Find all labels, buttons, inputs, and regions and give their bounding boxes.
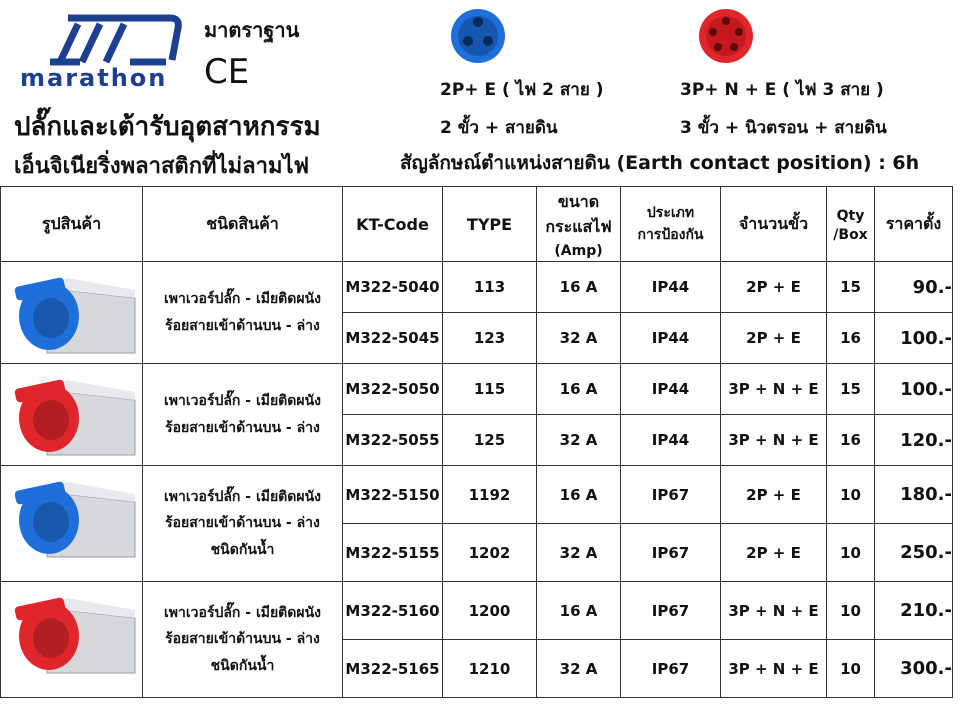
blue-socket-icon [450,8,506,64]
col-qty-bottom: /Box [833,227,868,243]
col-image: รูปสินค้า [1,187,143,262]
kt-code-cell: M322-5045 [343,313,443,364]
price-cell: 300.- [875,640,953,698]
red-socket-desc: 3 ขั้ว + นิวตรอน + สายดิน [680,118,887,138]
product-image [1,466,143,582]
product-description [143,262,343,364]
price-cell: 100.- [875,313,953,364]
qty-cell: 10 [827,524,875,582]
page-header [0,0,960,186]
red-wall-socket-icon [7,370,137,460]
poles-cell: 3P + N + E [721,640,827,698]
col-current-unit: (Amp) [554,242,603,259]
type-cell: 1200 [443,582,537,640]
col-protection-top: ประเภท [646,205,695,221]
table-header-row [1,187,953,262]
product-image [1,262,143,364]
col-poles: จำนวนขั้ว [721,187,827,262]
amp-cell: 16 A [537,466,621,524]
blue-waterproof-socket-icon [7,472,137,562]
kt-code-cell: M322-5155 [343,524,443,582]
page-title: ปลั๊กและเต้ารับอุตสาหกรรม [14,112,321,142]
amp-cell: 16 A [537,364,621,415]
table-row [1,466,953,524]
col-current-label: ขนาดกระแสไฟ [545,191,612,236]
product-description [143,364,343,466]
description-line: ร้อยสายเข้าด้านบน - ล่าง [165,419,320,436]
blue-socket-label: 2P+ E ( ไฟ 2 สาย ) [440,80,604,100]
poles-cell: 2P + E [721,466,827,524]
type-cell: 1210 [443,640,537,698]
price-cell: 180.- [875,466,953,524]
poles-cell: 2P + E [721,262,827,313]
description-line: ชนิดกันน้ำ [210,657,275,674]
protection-cell: IP44 [621,313,721,364]
protection-cell: IP44 [621,415,721,466]
earth-contact-position: สัญลักษณ์ตำแหน่งสายดิน (Earth contact position) : 6h [400,152,920,174]
description-line: เพาเวอร์ปลั๊ก - เมียติดผนัง [164,604,321,621]
amp-cell: 16 A [537,582,621,640]
qty-cell: 10 [827,582,875,640]
price-table [0,186,953,698]
kt-code-cell: M322-5040 [343,262,443,313]
blue-socket-desc: 2 ขั้ว + สายดิน [440,118,558,138]
kt-code-cell: M322-5160 [343,582,443,640]
col-type-name: ชนิดสินค้า [143,187,343,262]
kt-code-cell: M322-5050 [343,364,443,415]
red-socket-icon [698,8,754,64]
description-line: เพาเวอร์ปลั๊ก - เมียติดผนัง [164,488,321,505]
kt-code-cell: M322-5055 [343,415,443,466]
page-subtitle: เอ็นจิเนียริ่งพลาสติกที่ไม่ลามไฟ [14,154,310,179]
description-line: ร้อยสายเข้าด้านบน - ล่าง [165,515,320,532]
description-line: ร้อยสายเข้าด้านบน - ล่าง [165,317,320,334]
type-cell: 1192 [443,466,537,524]
product-image [1,364,143,466]
poles-cell: 2P + E [721,313,827,364]
price-cell: 210.- [875,582,953,640]
standard-label: มาตราฐาน [204,18,300,42]
description-line: เพาเวอร์ปลั๊ก - เมียติดผนัง [164,290,321,307]
col-kt-code: KT-Code [343,187,443,262]
blue-wall-socket-icon [7,268,137,358]
red-socket-label: 3P+ N + E ( ไฟ 3 สาย ) [680,80,884,100]
product-image [1,582,143,698]
qty-cell: 15 [827,364,875,415]
qty-cell: 16 [827,415,875,466]
col-price: ราคาตั้ง [875,187,953,262]
type-cell: 125 [443,415,537,466]
amp-cell: 32 A [537,524,621,582]
brand-name: marathon [20,64,168,92]
amp-cell: 32 A [537,313,621,364]
product-description [143,466,343,582]
red-waterproof-socket-icon [7,588,137,678]
poles-cell: 3P + N + E [721,582,827,640]
col-protection [621,187,721,262]
protection-cell: IP67 [621,524,721,582]
protection-cell: IP44 [621,364,721,415]
poles-cell: 3P + N + E [721,364,827,415]
amp-cell: 32 A [537,640,621,698]
protection-cell: IP67 [621,640,721,698]
col-qty-top: Qty [836,208,865,224]
kt-code-cell: M322-5165 [343,640,443,698]
price-cell: 120.- [875,415,953,466]
price-cell: 100.- [875,364,953,415]
type-cell: 1202 [443,524,537,582]
col-type: TYPE [443,187,537,262]
col-protection-label: การป้องกัน [637,227,704,243]
poles-cell: 2P + E [721,524,827,582]
type-cell: 113 [443,262,537,313]
qty-cell: 15 [827,262,875,313]
ce-mark: CE [204,52,250,92]
kt-code-cell: M322-5150 [343,466,443,524]
table-row [1,582,953,640]
table-row [1,262,953,313]
protection-cell: IP67 [621,582,721,640]
price-cell: 90.- [875,262,953,313]
description-line: ร้อยสายเข้าด้านบน - ล่าง [165,631,320,648]
protection-cell: IP44 [621,262,721,313]
amp-cell: 32 A [537,415,621,466]
table-row [1,364,953,415]
col-current [537,187,621,262]
description-line: เพาเวอร์ปลั๊ก - เมียติดผนัง [164,392,321,409]
amp-cell: 16 A [537,262,621,313]
description-line: ชนิดกันน้ำ [210,541,275,558]
price-cell: 250.- [875,524,953,582]
qty-cell: 10 [827,640,875,698]
protection-cell: IP67 [621,466,721,524]
qty-cell: 10 [827,466,875,524]
product-description [143,582,343,698]
qty-cell: 16 [827,313,875,364]
type-cell: 123 [443,313,537,364]
col-qty [827,187,875,262]
type-cell: 115 [443,364,537,415]
poles-cell: 3P + N + E [721,415,827,466]
